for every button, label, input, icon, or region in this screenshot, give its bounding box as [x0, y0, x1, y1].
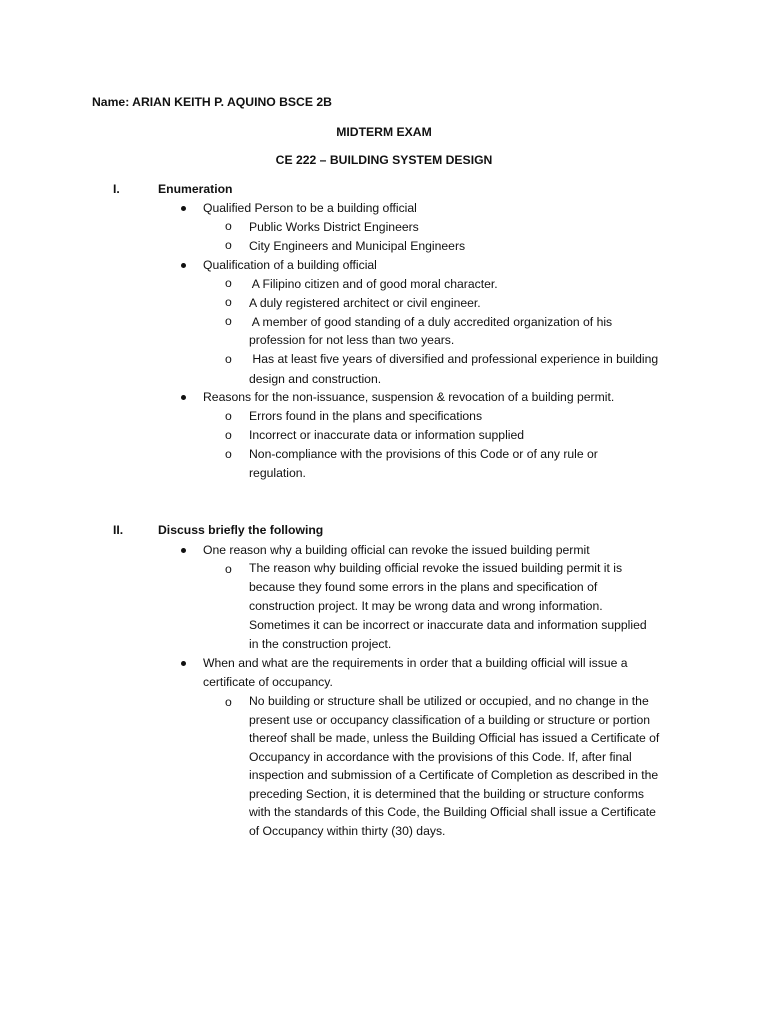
- paragraph-line: inspection and submission of a Certificate of Completion as described in the: [249, 768, 659, 782]
- bullet-item-continuation: certificate of occupancy.: [203, 675, 333, 689]
- bullet-icon: [181, 548, 186, 553]
- sub-bullet-marker: o: [225, 219, 232, 233]
- sub-item: A duly registered architect or civil engineer.: [249, 296, 481, 310]
- sub-bullet-marker: o: [225, 409, 232, 423]
- paragraph-line: Sometimes it can be incorrect or inaccurate data and information supplied: [249, 618, 647, 632]
- sub-bullet-marker: o: [225, 352, 232, 366]
- paragraph-line: of Occupancy within thirty (30) days.: [249, 824, 446, 838]
- bullet-item: Reasons for the non-issuance, suspension & revocation of a building permit.: [203, 390, 615, 404]
- sub-item: Has at least five years of diversified and professional experience in building: [249, 352, 659, 366]
- sub-bullet-marker: o: [225, 295, 232, 309]
- sub-item-continuation: design and construction.: [249, 372, 382, 386]
- sub-item: A member of good standing of a duly accredited organization of his: [249, 315, 613, 329]
- paragraph-line: with the standards of this Code, the Building Official shall issue a Certificate: [249, 805, 656, 819]
- sub-bullet-marker: o: [225, 238, 232, 252]
- paragraph-line: present use or occupancy classification of a building or structure or portion: [249, 713, 651, 727]
- paragraph-line: in the construction project.: [249, 637, 392, 651]
- exam-title: MIDTERM EXAM: [336, 125, 432, 139]
- paragraph-line: construction project. It may be wrong data and wrong information.: [249, 599, 603, 613]
- section-numeral: II.: [113, 523, 124, 537]
- section-heading: Discuss briefly the following: [158, 523, 324, 537]
- bullet-item: Qualification of a building official: [203, 258, 377, 272]
- sub-item: Incorrect or inaccurate data or information supplied: [249, 428, 525, 442]
- paragraph-line: The reason why building official revoke the issued building permit it is: [249, 561, 623, 575]
- bullet-icon: [181, 206, 186, 211]
- sub-item-continuation: profession for not less than two years.: [249, 333, 455, 347]
- bullet-item: One reason why a building official can revoke the issued building permit: [203, 543, 590, 557]
- section-numeral: I.: [113, 182, 120, 196]
- sub-bullet-marker: o: [225, 562, 232, 576]
- bullet-icon: [181, 395, 186, 400]
- sub-item: Non-compliance with the provisions of this Code or of any rule or: [249, 447, 598, 461]
- sub-item-continuation: regulation.: [249, 466, 306, 480]
- bullet-item: When and what are the requirements in order that a building official will issue a: [203, 656, 628, 670]
- sub-item: Public Works District Engineers: [249, 220, 419, 234]
- sub-item: City Engineers and Municipal Engineers: [249, 239, 466, 253]
- sub-bullet-marker: o: [225, 276, 232, 290]
- bullet-item: Qualified Person to be a building official: [203, 201, 417, 215]
- sub-item: A Filipino citizen and of good moral character.: [249, 277, 498, 291]
- course-title: CE 222 – BUILDING SYSTEM DESIGN: [275, 153, 493, 167]
- paragraph-line: preceding Section, it is determined that the building or structure conforms: [249, 787, 644, 801]
- paragraph-line: No building or structure shall be utilized or occupied, and no change in the: [249, 694, 649, 708]
- sub-bullet-marker: o: [225, 695, 232, 709]
- sub-bullet-marker: o: [225, 447, 232, 461]
- bullet-icon: [181, 661, 186, 666]
- section-heading: Enumeration: [158, 182, 233, 196]
- sub-bullet-marker: o: [225, 314, 232, 328]
- paragraph-line: thereof shall be made, unless the Building Official has issued a Certificate of: [249, 731, 660, 745]
- bullet-icon: [181, 263, 186, 268]
- paragraph-line: Occupancy in accordance with the provisions of this Code. If, after final: [249, 750, 632, 764]
- paragraph-line: because they found some errors in the plans and specification of: [249, 580, 598, 594]
- student-name-line: Name: ARIAN KEITH P. AQUINO BSCE 2B: [92, 95, 332, 109]
- sub-bullet-marker: o: [225, 428, 232, 442]
- sub-item: Errors found in the plans and specifications: [249, 409, 483, 423]
